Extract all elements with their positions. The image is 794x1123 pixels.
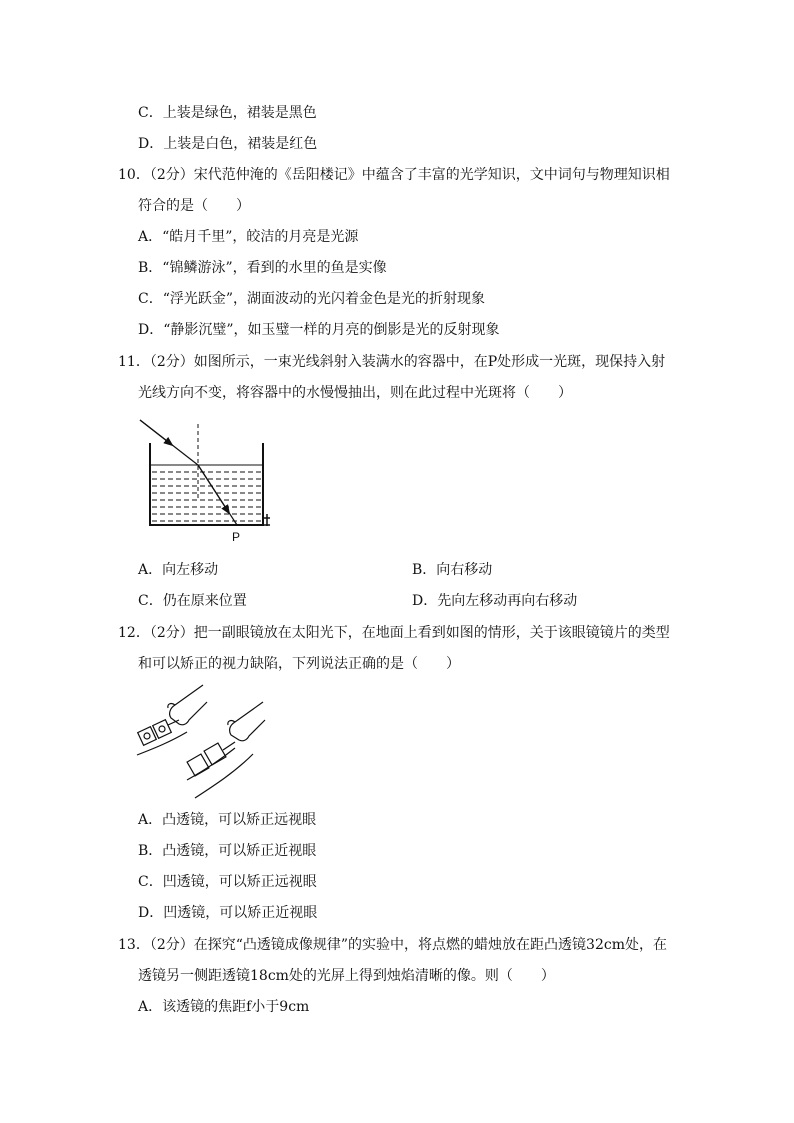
q10-stem-line2: 符合的是（ ） <box>138 198 250 214</box>
q10-option-a: A．“皓月千里”，皎洁的月亮是光源 <box>138 229 359 245</box>
drain-tap <box>263 514 270 526</box>
q13-stem-line2: 透镜另一侧距透镜18cm处的光屏上得到烛焰清晰的像。则（ ） <box>138 968 555 984</box>
q10-stem-line1: 10．（2分）宋代范仲淹的《岳阳楼记》中蕴含了丰富的光学知识，文中词句与物理知识相 <box>118 167 670 183</box>
container-walls <box>150 443 263 525</box>
q9-option-d: D．上装是白色，裙装是红色 <box>138 136 318 152</box>
q12-glasses-figure <box>135 680 270 800</box>
q12-stem-line1: 12．（2分）把一副眼镜放在太阳光下，在地面上看到如图的情形，关于该眼镜镜片的类型 <box>118 625 670 641</box>
q11-stem-line2: 光线方向不变，将容器中的水慢慢抽出，则在此过程中光斑将（ ） <box>138 385 572 401</box>
right-glasses-shadow <box>187 754 209 776</box>
q11-stem-line1: 11．（2分）如图所示，一束光线斜射入装满水的容器中，在P处形成一光斑，现保持入射 <box>118 354 666 370</box>
q11-option-d: D．先向左移动再向右移动 <box>412 593 578 609</box>
left-glasses-frame <box>138 727 157 746</box>
q11-container-figure <box>130 410 280 545</box>
q11-option-c: C．仍在原来位置 <box>138 593 247 609</box>
q10-option-b: B．“锦鳞游泳”，看到的水里的鱼是实像 <box>138 260 387 276</box>
q12-stem-line2: 和可以矫正的视力缺陷，下列说法正确的是（ ） <box>138 656 460 672</box>
q9-option-c: C．上装是绿色，裙装是黑色 <box>138 105 317 121</box>
q13-stem-line1: 13．（2分）在探究“凸透镜成像规律”的实验中，将点燃的蜡烛放在距凸透镜32cm处，在 <box>118 937 667 953</box>
left-hand <box>170 685 207 725</box>
q12-option-b: B．凸透镜，可以矫正近视眼 <box>138 843 317 859</box>
q12-option-d: D．凹透镜，可以矫正近视眼 <box>138 905 318 921</box>
q11-option-b: B．向右移动 <box>412 562 493 578</box>
q11-option-a: A．向左移动 <box>138 562 219 578</box>
q10-option-d: D．“静影沉璧”，如玉璧一样的月亮的倒影是光的反射现象 <box>138 322 500 338</box>
q11-figure-label-p: P <box>232 530 241 544</box>
q13-option-a: A．该透镜的焦距f小于9cm <box>138 999 310 1015</box>
q10-option-c: C．“浮光跃金”，湖面波动的光闪着金色是光的折射现象 <box>138 291 486 307</box>
water-lines <box>152 472 261 521</box>
q12-option-a: A．凸透镜，可以矫正远视眼 <box>138 812 317 828</box>
q12-option-c: C．凹透镜，可以矫正远视眼 <box>138 874 317 890</box>
